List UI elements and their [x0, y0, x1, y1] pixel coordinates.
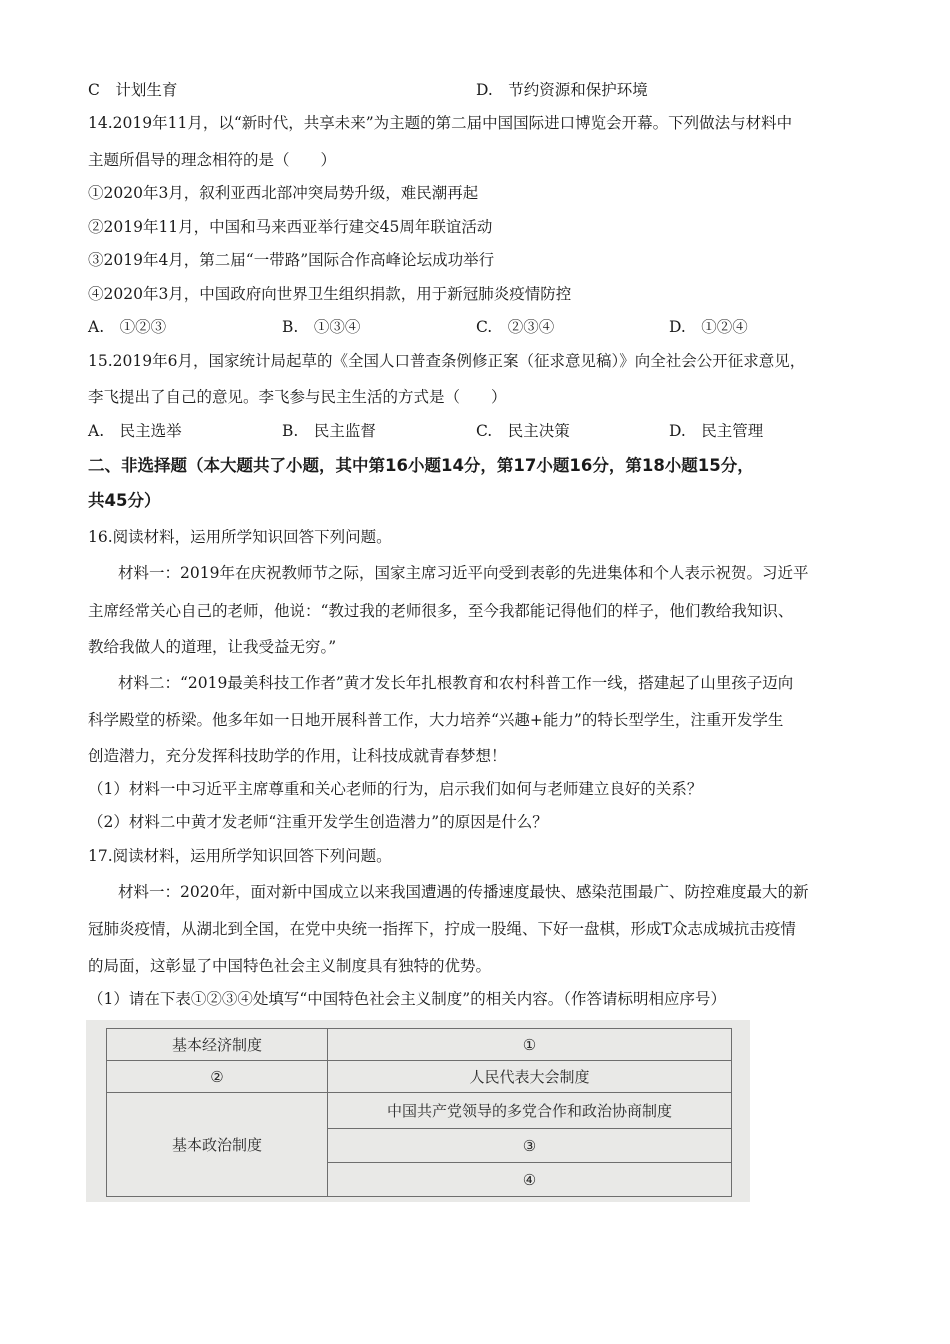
table-cell: ②: [107, 1061, 328, 1093]
q16-material2-line3: 创造潜力，充分发挥科技助学的作用，让科技成就青春梦想！: [88, 747, 507, 765]
table-cell: ①: [328, 1029, 732, 1061]
q14-option-a: A. ①②③: [88, 318, 167, 336]
q17-title: 17.阅读材料，运用所学知识回答下列问题。: [88, 847, 392, 865]
table-cell: 基本经济制度: [107, 1029, 328, 1061]
q16-material2-line1: 材料二：“2019最美科技工作者”黄才发长年扎根教育和农村科普工作一线，搭建起了山里孩子迈向: [118, 674, 794, 692]
q14-option-c: C. ②③④: [476, 318, 555, 336]
q14-item-4: ④2020年3月，中国政府向世界卫生组织捐款，用于新冠肺炎疫情防控: [88, 285, 572, 303]
section2-heading-line1: 二、非选择题（本大题共了小题，其中第16小题14分，第17小题16分，第18小题15分，: [88, 456, 754, 475]
table-cell: ④: [328, 1163, 732, 1197]
option-d: D. 节约资源和保护环境: [476, 81, 648, 99]
institution-table-image: [86, 1020, 750, 1202]
q16-title: 16.阅读材料，运用所学知识回答下列问题。: [88, 528, 392, 546]
table-cell: 人民代表大会制度: [328, 1061, 732, 1093]
q15-option-b: B. 民主监督: [282, 422, 376, 440]
q14-option-d: D. ①②④: [669, 318, 748, 336]
q17-material1-line2: 冠肺炎疫情，从湖北到全国，在党中央统一指挥下，拧成一股绳、下好一盘棋，形成T众志成城抗击疫情: [88, 920, 796, 938]
q16-material1-line2: 主席经常关心自己的老师，他说：“教过我的老师很多，至今我都能记得他们的样子，他们教给我知识、: [88, 602, 794, 620]
q16-sub1: （1）材料一中习近平主席尊重和关心老师的行为，启示我们如何与老师建立良好的关系？: [88, 780, 703, 798]
q15-option-d: D. 民主管理: [669, 422, 764, 440]
q15-option-c: C. 民主决策: [476, 422, 570, 440]
q14-item-3: ③2019年4月，第二届“一带路”国际合作高峰论坛成功举行: [88, 251, 495, 269]
q16-material1-line1: 材料一：2019年在庆祝教师节之际，国家主席习近平向受到表彰的先进集体和个人表示祝贺。习近平: [118, 564, 809, 582]
section2-heading-line2: 共45分）: [88, 491, 161, 510]
q14-item-1: ①2020年3月，叙利亚西北部冲突局势升级，难民潮再起: [88, 184, 479, 202]
q16-sub2: （2）材料二中黄才发老师“注重开发学生创造潜力”的原因是什么？: [88, 813, 548, 831]
q14-item-2: ②2019年11月，中国和马来西亚举行建交45周年联谊活动: [88, 218, 493, 236]
q14-stem-line1: 14.2019年11月，以“新时代，共享未来”为主题的第二届中国国际进口博览会开幕。下列做法与材料中: [88, 114, 793, 132]
q14-option-b: B. ①③④: [282, 318, 361, 336]
table-cell: 基本政治制度: [107, 1093, 328, 1197]
q17-material1-line3: 的局面，这彰显了中国特色社会主义制度具有独特的优势。: [88, 957, 492, 975]
q16-material1-line3: 教给我做人的道理，让我受益无穷。”: [88, 638, 337, 656]
q14-stem-line2: 主题所倡导的理念相符的是（ ）: [88, 151, 337, 169]
q15-stem-line2: 李飞提出了自己的意见。李飞参与民主生活的方式是（ ）: [88, 388, 507, 406]
table-cell: ③: [328, 1129, 732, 1163]
q17-material1-line1: 材料一：2020年，面对新中国成立以来我国遭遇的传播速度最快、感染范围最广、防控难度最大的新: [118, 883, 809, 901]
q16-material2-line2: 科学殿堂的桥梁。他多年如一日地开展科普工作，大力培养“兴趣+能力”的特长型学生，注重开发学生: [88, 711, 784, 729]
table-row: [107, 1061, 732, 1093]
table-row: [107, 1029, 732, 1061]
option-c: C 计划生育: [88, 81, 178, 99]
table-cell: 中国共产党领导的多党合作和政治协商制度: [328, 1093, 732, 1129]
q15-stem-line1: 15.2019年6月，国家统计局起草的《全国人口普查条例修正案（征求意见稿）》向全社会公开征求意见，: [88, 352, 806, 370]
institution-table: [106, 1028, 732, 1197]
q17-sub1: （1）请在下表①②③④处填写“中国特色社会主义制度”的相关内容。（作答请标明相应序号）: [88, 990, 726, 1008]
table-row: [107, 1093, 732, 1129]
q15-option-a: A. 民主选举: [88, 422, 182, 440]
